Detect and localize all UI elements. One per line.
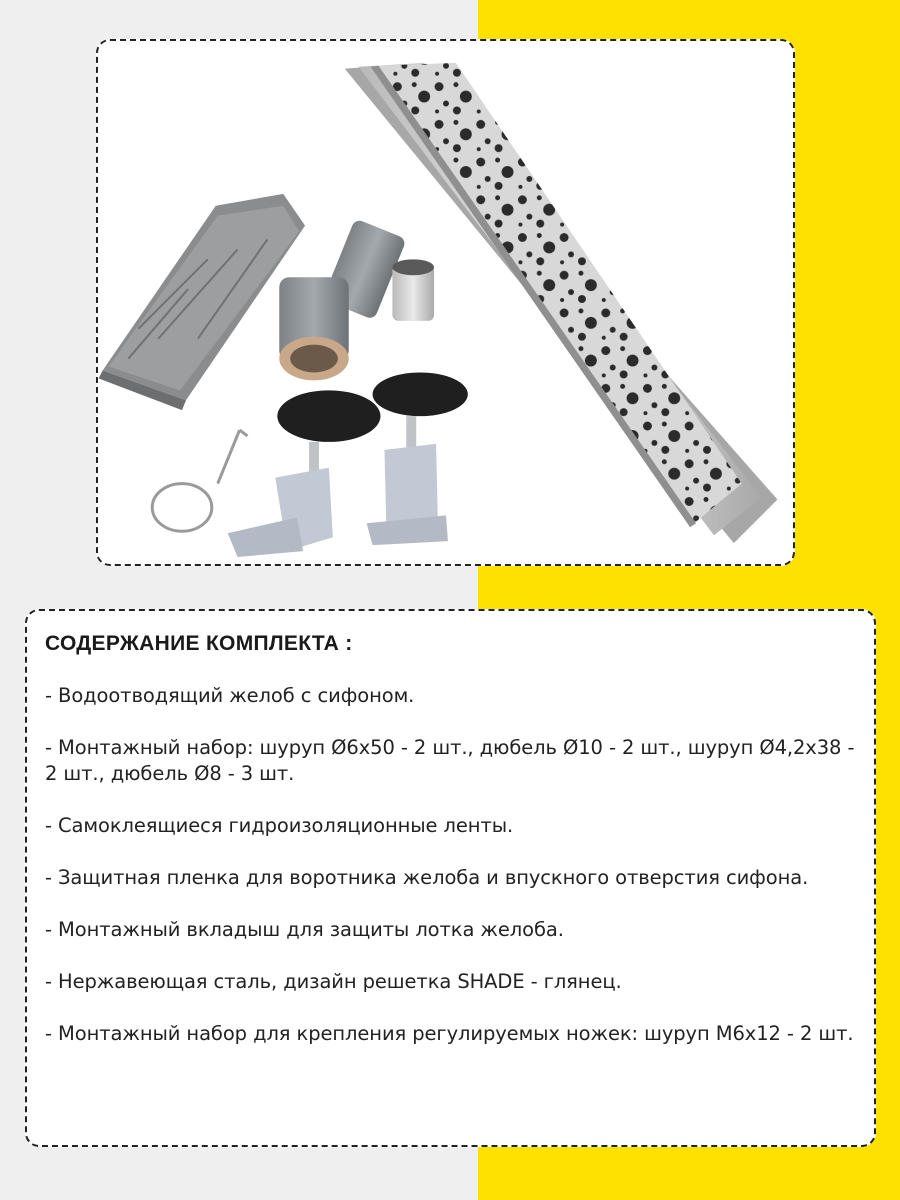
kit-item-insert: - Монтажный вкладыш для защиты лотка желоба.: [45, 918, 564, 941]
kit-item-feet-set: - Монтажный набор для крепления регулируемых ножек: шуруп M6x12 - 2 шт.: [45, 1022, 854, 1045]
kit-contents-title: СОДЕРЖАНИЕ КОМПЛЕКТА :: [45, 632, 353, 655]
kit-item-protective-film: - Защитная пленка для воротника желоба и впускного отверстия сифона.: [45, 866, 809, 889]
steel-collar: [392, 259, 434, 321]
kit-item-tapes: - Самоклеящиеся гидроизоляционные ленты.: [45, 814, 514, 837]
kit-item-material: - Нержавеющая сталь, дизайн решетка SHADE - глянец.: [45, 970, 622, 993]
product-photo: [98, 41, 793, 564]
kit-item-mounting-set: - Монтажный набор: шуруп Ø6x50 - 2 шт., дюбель Ø10 - 2 шт., шуруп Ø4,2x38 - 2 шт., дюбель Ø8 - 3 шт.: [45, 736, 855, 785]
kit-item-channel: - Водоотводящий желоб с сифоном.: [45, 684, 415, 707]
kit-contents-card: [25, 609, 876, 1147]
product-photo-frame: [96, 39, 795, 566]
